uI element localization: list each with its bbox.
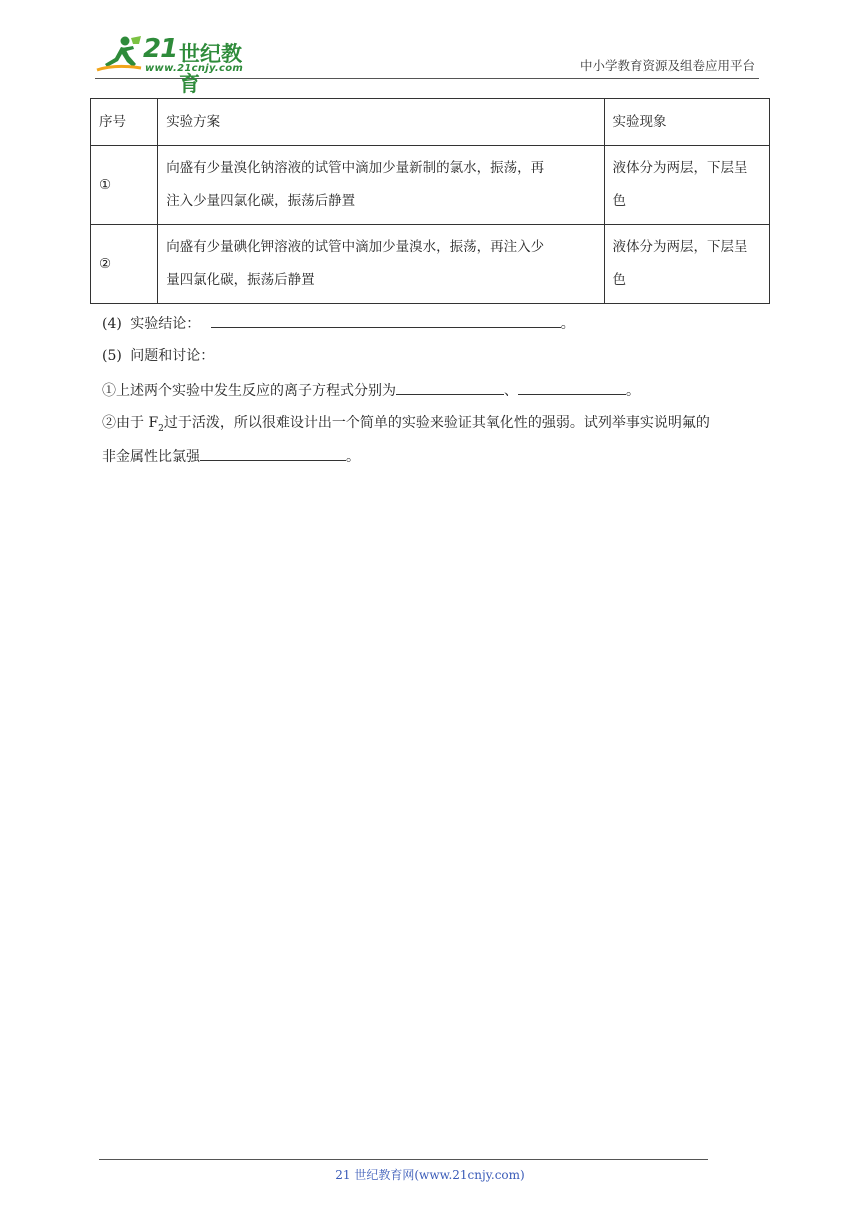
question-5 [102,346,214,366]
row-result [604,146,770,225]
table-row [91,225,770,304]
question-end: 。 [346,449,360,465]
plan-line: 向盛有少量溴化钠溶液的试管中滴加少量新制的氯水，振荡，再 [166,160,545,176]
question-text: 非金属性比氯强 [102,449,200,465]
logo-number: 21 [143,34,178,64]
footer-text: 21 世纪教育网(www.21cnjy.com) [335,1168,525,1182]
platform-title: 中小学教育资源及组卷应用平台 [579,58,755,73]
answer-blank[interactable] [200,446,346,461]
page-header [95,30,759,96]
result-line: 液体分为两层，下层呈 [612,239,748,255]
separator: 、 [504,383,518,399]
table-row [91,146,770,225]
row-plan [158,225,604,304]
row-plan [158,146,604,225]
plan-line: 量四氯化碳，振荡后静置 [166,272,315,288]
header-cell-result: 实验现象 [604,99,770,146]
footer-divider [99,1159,708,1160]
result-line: 色 [612,193,626,209]
question-label: (4) [102,316,122,332]
question-label: (5) [102,348,122,364]
question-text: ②由于 F [102,415,159,431]
answer-blank[interactable] [396,380,504,395]
site-logo [95,34,255,96]
plan-line: 向盛有少量碘化钾溶液的试管中滴加少量溴水，振荡，再注入少 [166,239,545,255]
result-line: 色 [612,272,626,288]
question-5-2-continued [102,446,360,467]
runner-logo-icon [95,34,143,74]
logo-url: www.21cnjy.com [145,63,244,74]
header-cell-number: 序号 [91,99,158,146]
row-number: ② [91,225,158,304]
row-result [604,225,770,304]
question-text: 实验结论： [130,316,201,332]
subscript: 2 [158,423,164,434]
table-header-row [91,99,770,146]
question-end: 。 [560,316,575,332]
plan-line: 注入少量四氯化碳，振荡后静置 [166,193,356,209]
row-number: ① [91,146,158,225]
question-text: 问题和讨论： [130,348,215,364]
question-5-2 [102,413,710,439]
question-text: 过于活泼，所以很难设计出一个简单的实验来验证其氧化性的强弱。试列举事实说明氟的 [163,415,710,431]
answer-blank[interactable] [211,313,561,328]
result-line: 液体分为两层，下层呈 [612,160,748,176]
question-5-1 [102,380,640,401]
logo-text: 世纪教育 [179,42,242,96]
answer-blank[interactable] [518,380,626,395]
question-4 [102,313,575,334]
question-text: ①上述两个实验中发生反应的离子方程式分别为 [102,383,396,399]
header-cell-plan: 实验方案 [158,99,604,146]
question-end: 。 [626,383,640,399]
experiment-table [90,98,770,304]
